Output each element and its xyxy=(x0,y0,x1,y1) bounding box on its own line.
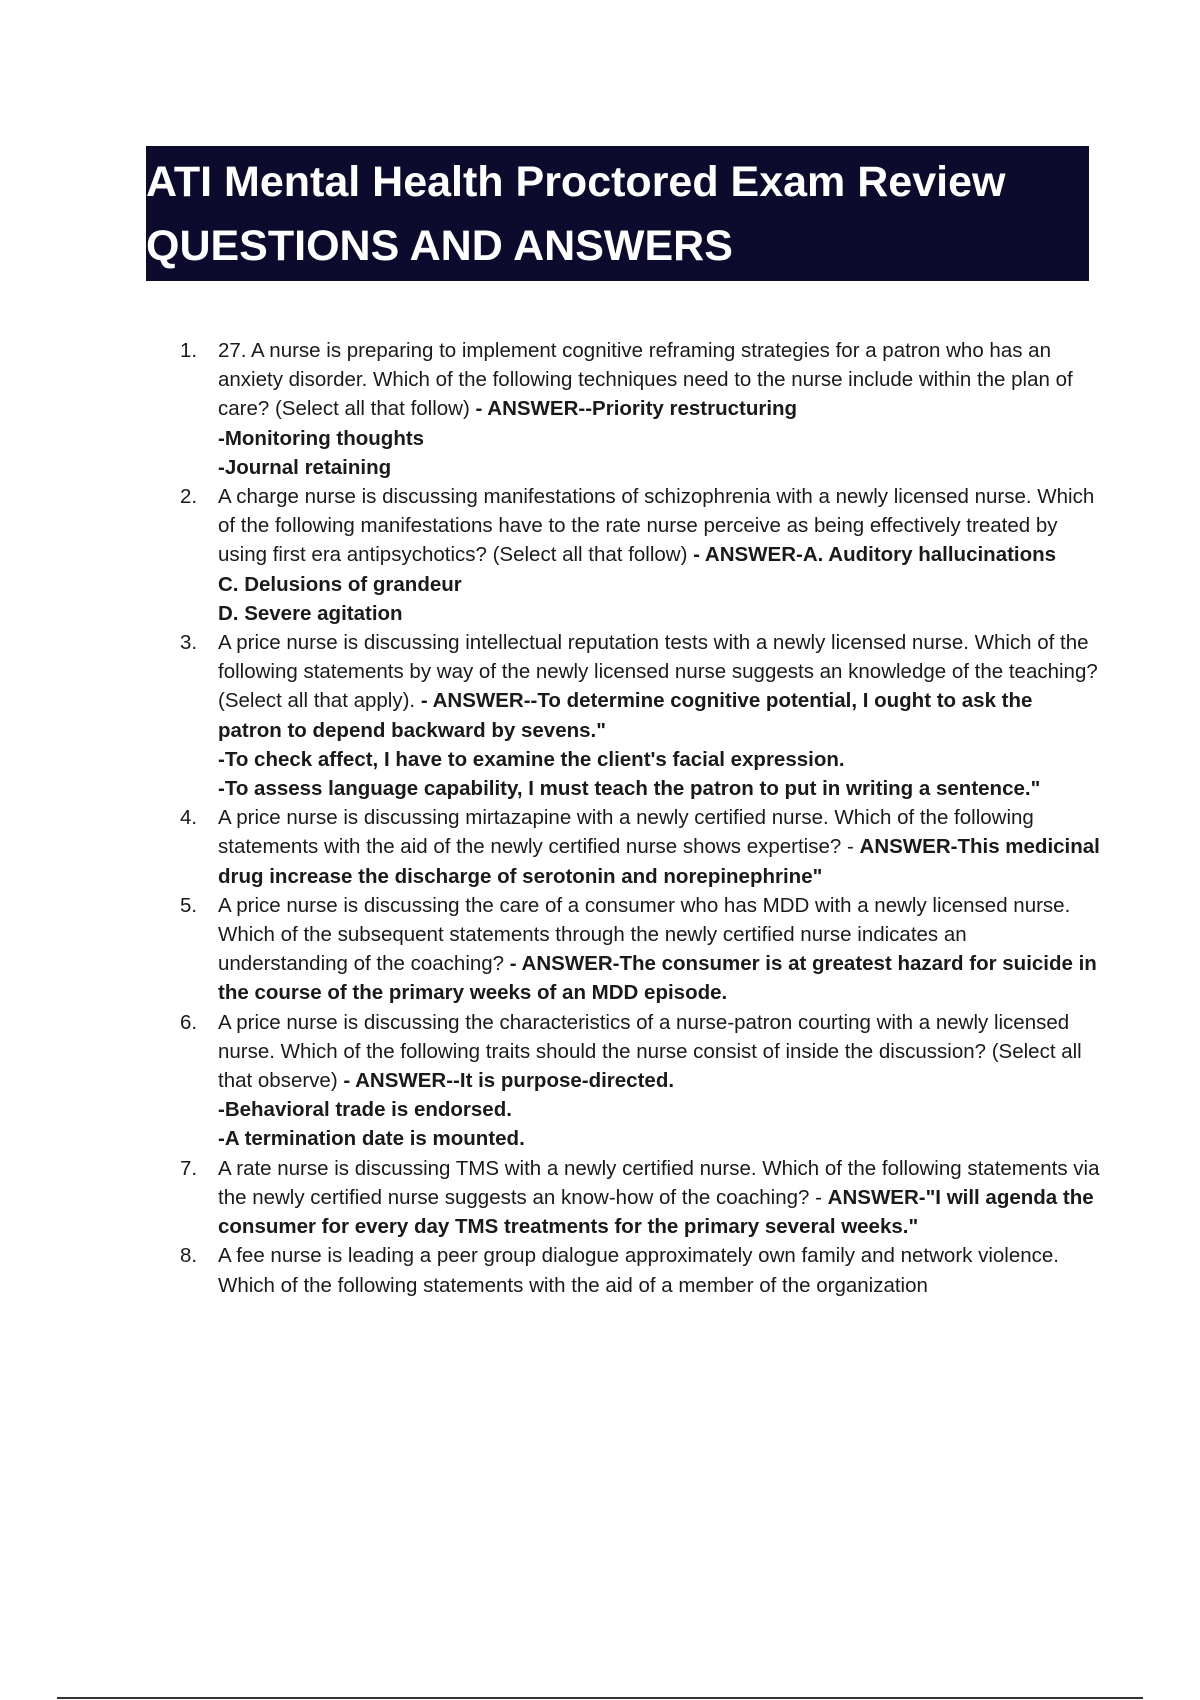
qa-question: A rate nurse is discussing TMS with a newly certified nurse. Which of the following statements via the newly certified nurse suggests an know-how of the coaching? - xyxy=(218,1156,1100,1209)
qa-answer-line: -To assess language capability, I must teach the patron to put in writing a sentence." xyxy=(218,777,1041,801)
qa-item-3 xyxy=(180,628,1100,803)
qa-item-5 xyxy=(180,891,1100,1008)
qa-answer-line: -To check affect, I have to examine the client's facial expression. xyxy=(218,747,845,771)
qa-number: 7. xyxy=(180,1156,198,1180)
qa-item-1 xyxy=(180,336,1100,482)
qa-answer: ANSWER-This medicinal drug increase the discharge of serotonin and norepinephrine" xyxy=(218,835,1100,888)
qa-answer-line: -A termination date is mounted. xyxy=(218,1127,525,1151)
qa-answer: ANSWER-"I will agenda the consumer for every day TMS treatments for the primary several weeks." xyxy=(218,1185,1094,1239)
qa-item-2 xyxy=(180,482,1100,628)
page-title-line-1: ATI Mental Health Proctored Exam Review xyxy=(146,158,1006,206)
qa-answer-line: -Journal retaining xyxy=(218,455,392,479)
qa-answer: - ANSWER-The consumer is at greatest hazard for suicide in the course of the primary weeks of an MDD episode. xyxy=(218,952,1097,1005)
qa-answer: - ANSWER--Priority restructuring xyxy=(475,397,798,421)
qa-number: 4. xyxy=(180,806,198,830)
qa-item-7 xyxy=(180,1154,1100,1242)
footer-divider xyxy=(57,1697,1143,1699)
qa-item-8 xyxy=(180,1241,1100,1299)
qa-question: 27. A nurse is preparing to implement cognitive reframing strategies for a patron who has an anxiety disorder. Which of the following techniques need to the nurse include within the plan of care? (Select all that follow) xyxy=(218,339,1073,421)
qa-answer: - ANSWER-A. Auditory hallucinations xyxy=(693,543,1057,567)
qa-question: A price nurse is discussing mirtazapine with a newly certified nurse. Which of the following statements with the aid of the newly certified nurse shows expertise? - xyxy=(218,806,1034,859)
qa-answer-line: -Monitoring thoughts xyxy=(218,426,425,450)
qa-number: 2. xyxy=(180,485,198,509)
qa-answer: - ANSWER--To determine cognitive potential, I ought to ask the patron to depend backward by sevens." xyxy=(218,689,1033,742)
qa-item-4 xyxy=(180,803,1100,891)
page-title-line-2: QUESTIONS AND ANSWERS xyxy=(146,222,733,270)
qa-list xyxy=(180,336,1100,1300)
qa-question: A charge nurse is discussing manifestations of schizophrenia with a newly licensed nurse. Which of the following manifestations have to the rate nurse perceive as being effectively treated by using first era antipsychotics? (Select all that follow) xyxy=(218,485,1095,567)
qa-question: A price nurse is discussing intellectual reputation tests with a newly licensed nurse. Which of the following statements by way of the newly licensed nurse suggests an knowledge of the teaching? (Select all that apply). xyxy=(218,631,1098,713)
qa-number: 8. xyxy=(180,1244,198,1268)
qa-question: A price nurse is discussing the care of a consumer who has MDD with a newly licensed nurse. Which of the subsequent statements through the newly certified nurse indicates an understanding of the coaching? xyxy=(218,893,1071,976)
qa-question: A fee nurse is leading a peer group dialogue approximately own family and network violence. Which of the following statements with the aid of a member of the organization xyxy=(218,1244,1060,1297)
qa-answer-line: -Behavioral trade is endorsed. xyxy=(218,1098,512,1122)
qa-item-6 xyxy=(180,1008,1100,1154)
qa-question: A price nurse is discussing the characteristics of a nurse-patron courting with a newly licensed nurse. Which of the following traits should the nurse consist of inside the discussion? (Select all that observe) xyxy=(218,1010,1082,1093)
title-banner xyxy=(146,146,1089,281)
qa-number: 3. xyxy=(180,631,198,655)
qa-number: 6. xyxy=(180,1010,198,1034)
qa-number: 1. xyxy=(180,339,198,362)
qa-answer-line: C. Delusions of grandeur xyxy=(218,572,462,596)
qa-answer: - ANSWER--It is purpose-directed. xyxy=(343,1069,675,1093)
qa-number: 5. xyxy=(180,893,198,917)
qa-answer-line: D. Severe agitation xyxy=(218,601,403,625)
